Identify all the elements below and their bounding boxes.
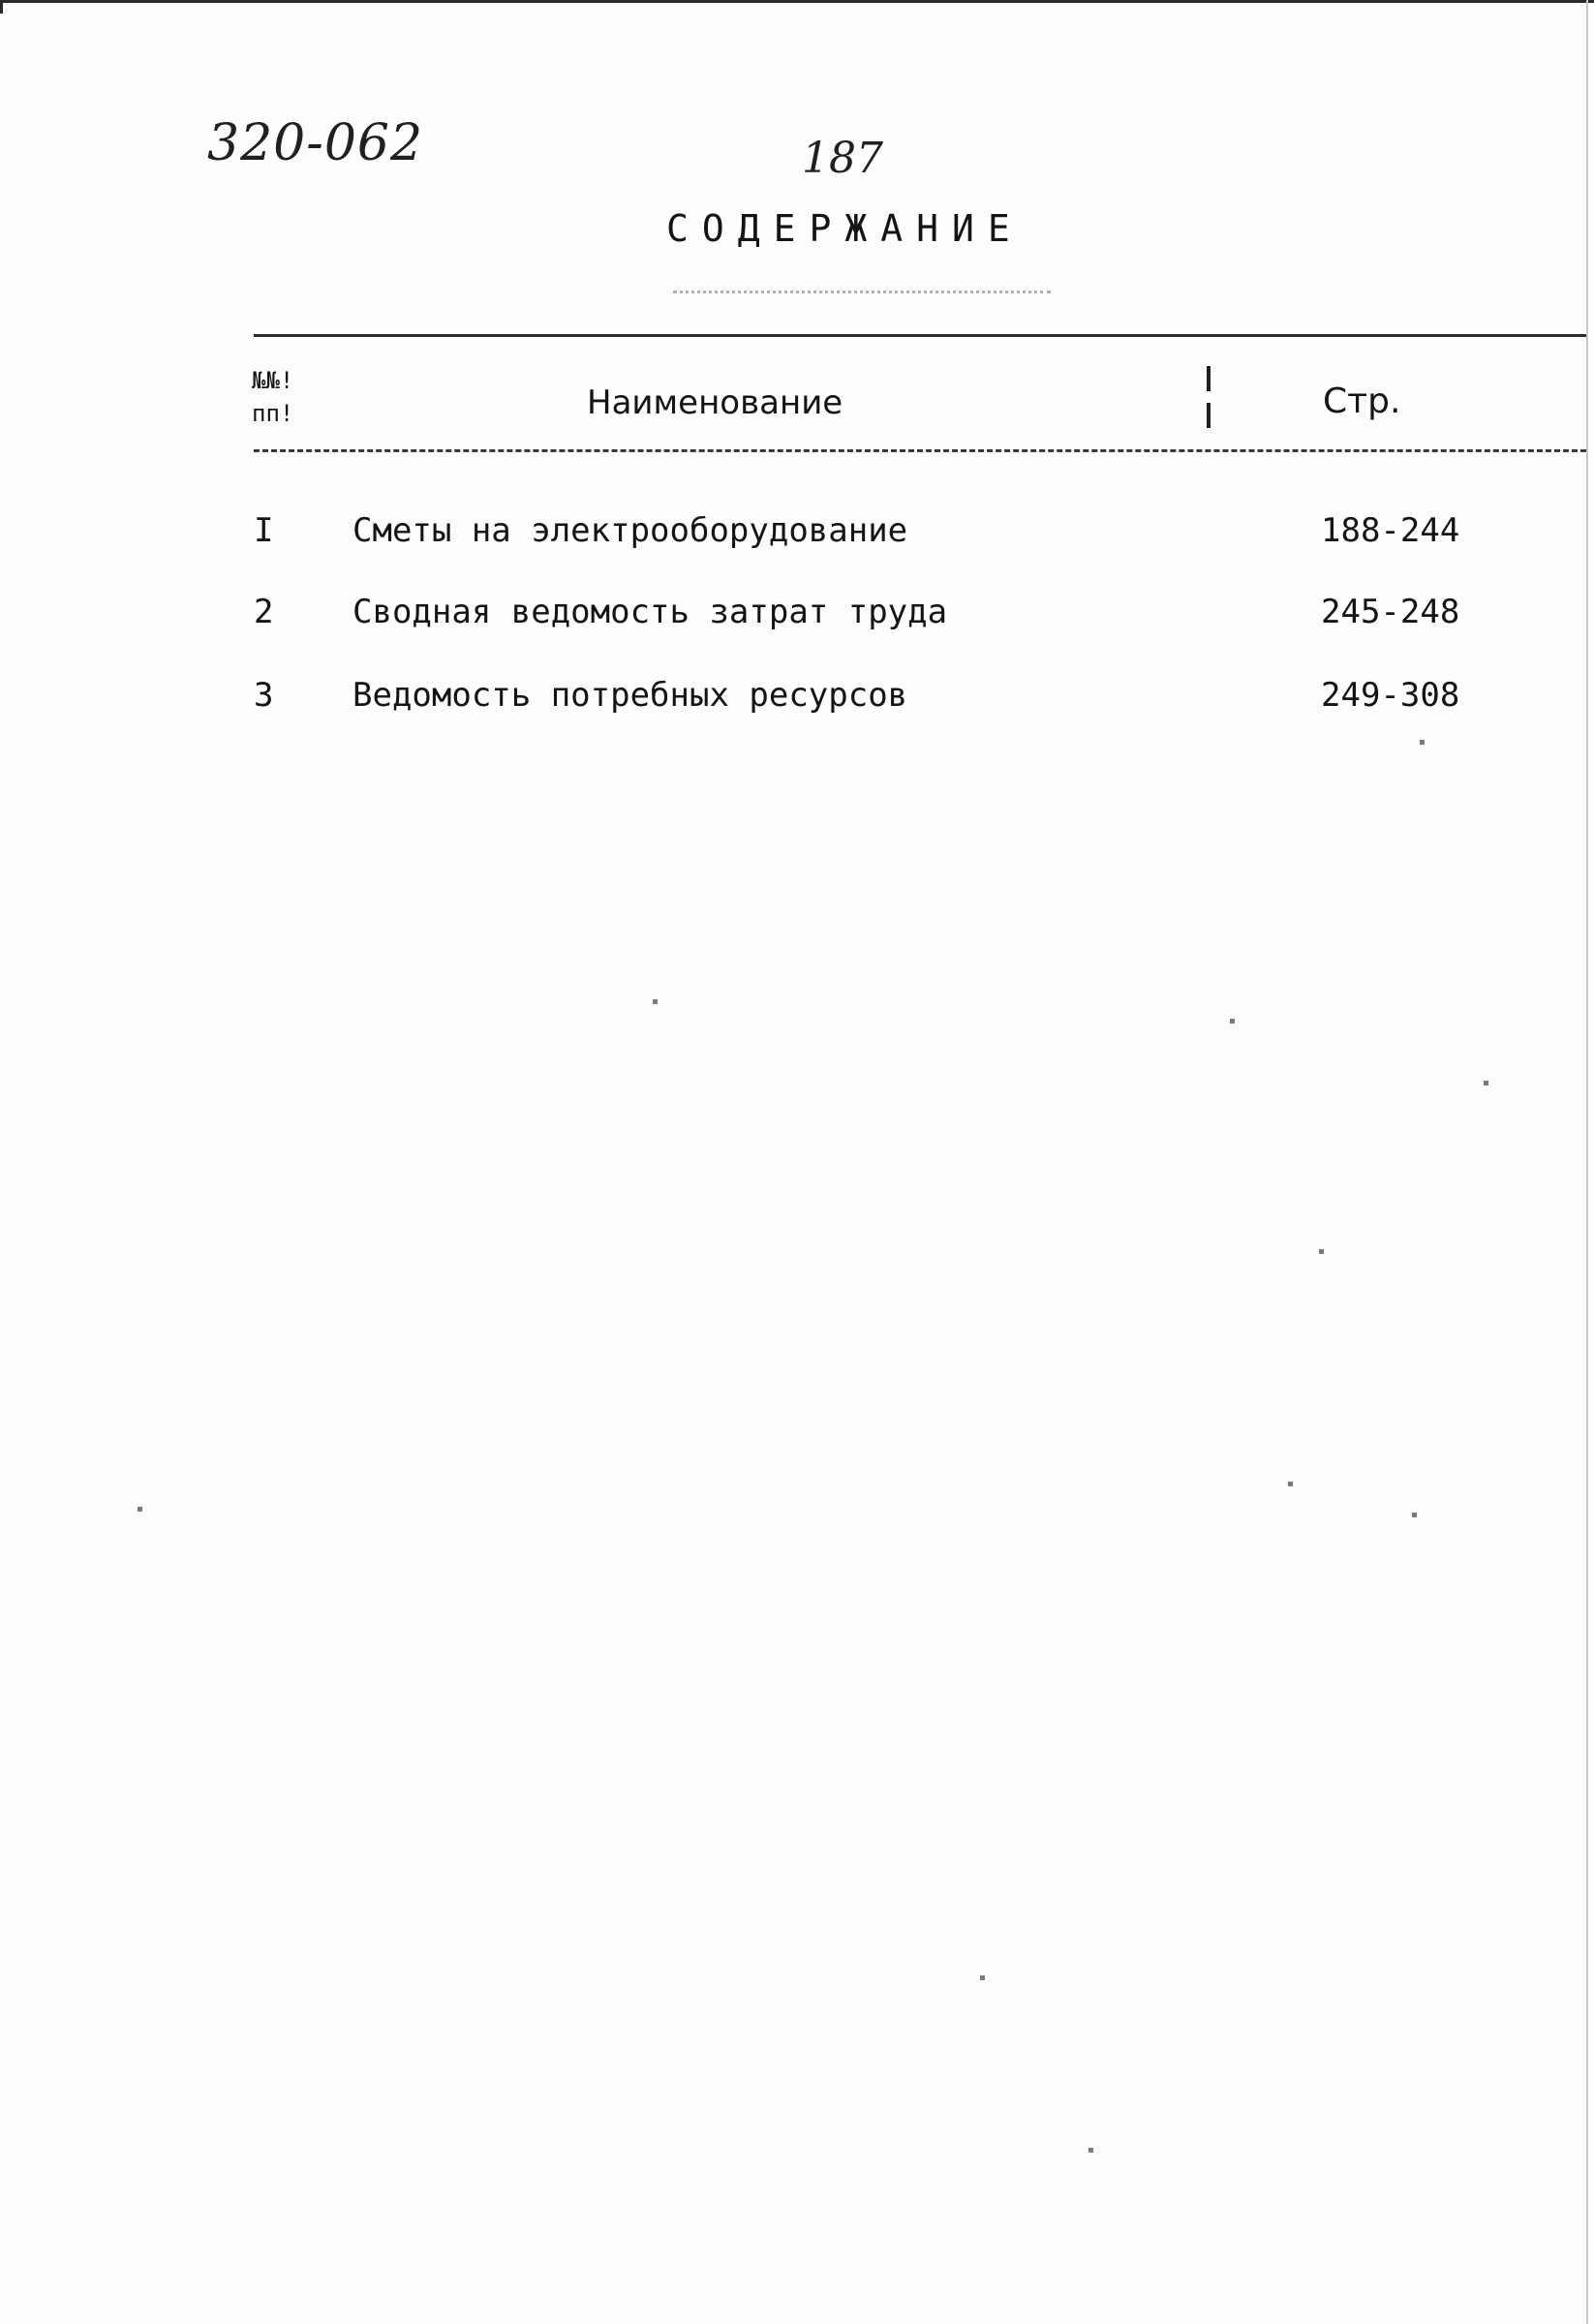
scan-speck <box>1412 1513 1417 1517</box>
column-header-pages: Стр. <box>1323 382 1401 421</box>
row-number: 2 <box>254 593 274 631</box>
row-pages: 249-308 <box>1321 676 1460 715</box>
scan-speck <box>1484 1081 1488 1086</box>
table-row <box>0 511 1594 569</box>
row-name: Ведомость потребных ресурсов <box>353 676 908 715</box>
scan-edge-left <box>0 0 3 14</box>
row-pages: 245-248 <box>1321 593 1460 631</box>
row-name: Сметы на электрооборудование <box>353 511 908 550</box>
row-name: Сводная ведомость затрат труда <box>353 593 948 631</box>
scan-speck <box>980 1975 985 1980</box>
scan-speck <box>1319 1249 1324 1254</box>
handwritten-document-code: 320-062 <box>207 114 424 172</box>
row-pages: 188-244 <box>1321 511 1460 550</box>
row-number: 3 <box>254 676 274 715</box>
column-header-name: Наименование <box>587 383 843 422</box>
page-title: СОДЕРЖАНИЕ <box>666 207 1024 250</box>
scan-speck <box>1288 1482 1293 1486</box>
scan-speck <box>1420 740 1425 745</box>
table-header-rule <box>254 449 1586 452</box>
handwritten-page-number: 187 <box>802 134 883 183</box>
column-separator <box>1207 366 1212 430</box>
scan-speck <box>653 999 658 1004</box>
scan-edge-top <box>0 0 1594 3</box>
table-row <box>0 676 1594 734</box>
scan-speck <box>138 1507 142 1512</box>
column-header-number: №№! пп! <box>252 367 294 427</box>
title-underline <box>673 289 1051 293</box>
scan-speck <box>1230 1019 1235 1024</box>
table-top-rule <box>254 334 1586 337</box>
row-number: I <box>254 511 274 550</box>
scan-speck <box>1088 2148 1093 2153</box>
scan-edge-right <box>1586 0 1588 2324</box>
table-row <box>0 593 1594 651</box>
